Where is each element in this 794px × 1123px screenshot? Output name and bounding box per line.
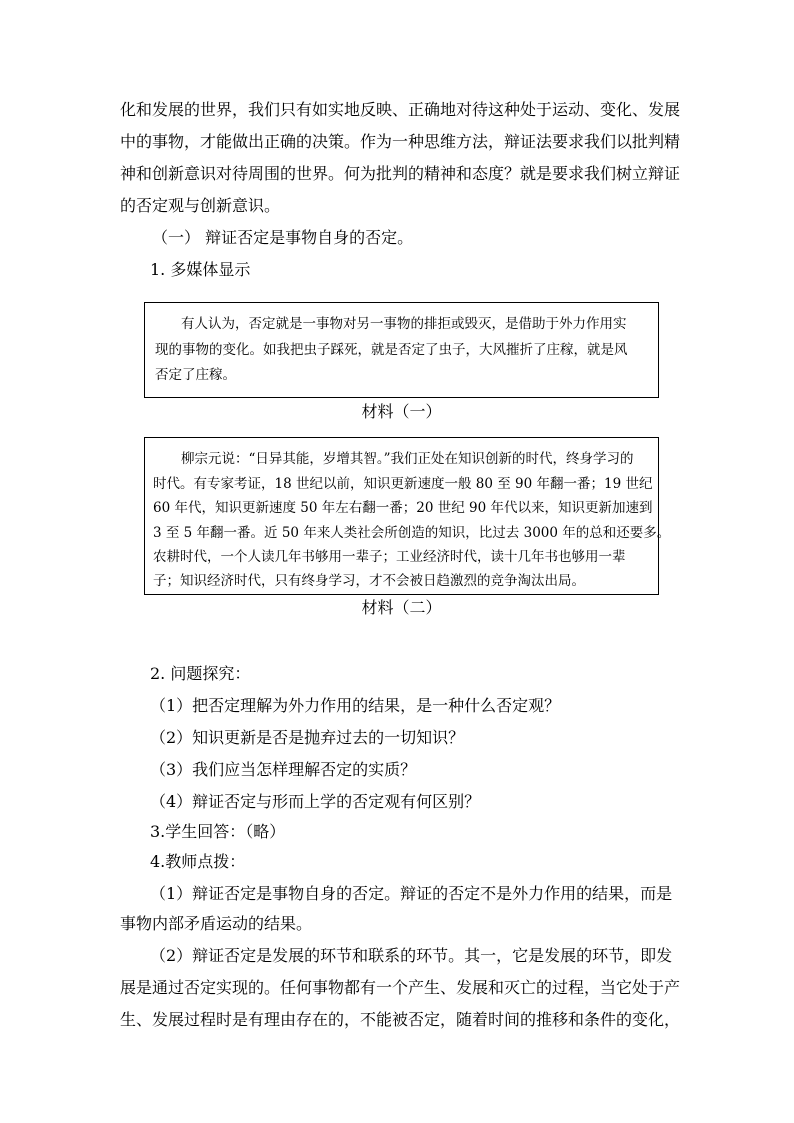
point-2-line: （2）辩证否定是发展的环节和联系的环节。其一，它是发展的环节，即发 — [150, 946, 673, 965]
material-1-box — [144, 302, 659, 398]
material-2-line: 60 年代，知识更新速度 50 年左右翻一番；20 世纪 90 年代以来，知识更新加速到 — [153, 500, 653, 516]
question-item: （4）辩证否定与形而上学的否定观有何区别？ — [150, 792, 481, 811]
point-1-line: 事物内部矛盾运动的结果。 — [120, 914, 313, 933]
intro-line: 神和创新意识对待周围的世界。何为批判的精神和态度？就是要求我们树立辩证 — [120, 164, 681, 183]
step-1-label: 1. 多媒体显示 — [150, 260, 251, 279]
intro-line: 化和发展的世界，我们只有如实地反映、正确地对待这种处于运动、变化、发展 — [120, 100, 681, 119]
step-4-label: 4.教师点拨： — [150, 852, 246, 871]
intro-line: 的否定观与创新意识。 — [120, 196, 281, 215]
step-3-label: 3.学生回答：（略） — [150, 822, 286, 841]
material-2-line: 子；知识经济时代，只有终身学习，才不会被日趋激烈的竞争淘汰出局。 — [153, 573, 585, 589]
section-heading: （一） 辩证否定是事物自身的否定。 — [152, 228, 414, 247]
question-item: （1）把否定理解为外力作用的结果，是一种什么否定观？ — [150, 696, 561, 715]
question-item: （3）我们应当怎样理解否定的实质？ — [150, 760, 417, 779]
material-2-line: 时代。有专家考证，18 世纪以前，知识更新速度一般 80 至 90 年翻一番；19 世纪 — [153, 476, 653, 492]
material-2-caption: 材料（二） — [361, 598, 442, 617]
material-1-line: 现的事物的变化。如我把虫子踩死，就是否定了虫子，大风摧折了庄稼，就是风 — [155, 342, 628, 358]
material-2-box — [144, 437, 671, 595]
point-2-line: 生、发展过程时是有理由存在的，不能被否定，随着时间的推移和条件的变化， — [120, 1010, 681, 1029]
material-1-caption: 材料（一） — [361, 402, 442, 421]
material-2-line: 3 至 5 年翻一番。近 50 年来人类社会所创造的知识，比过去 3000 年的总和还要多。 — [153, 525, 671, 541]
question-item: （2）知识更新是否是抛弃过去的一切知识？ — [150, 728, 465, 747]
material-2-line: 柳宗元说：“日异其能，岁增其智。”我们正处在知识创新的时代，终身学习的 — [181, 451, 634, 467]
material-1-line: 否定了庄稼。 — [155, 367, 236, 383]
material-2-line: 农耕时代，一个人读几年书够用一辈子；工业经济时代，读十几年书也够用一辈 — [153, 549, 626, 565]
point-2-line: 展是通过否定实现的。任何事物都有一个产生、发展和灭亡的过程，当它处于产 — [120, 978, 681, 997]
intro-line: 中的事物，才能做出正确的决策。作为一种思维方法，辩证法要求我们以批判精 — [120, 132, 681, 151]
point-1-line: （1）辩证否定是事物自身的否定。辩证的否定不是外力作用的结果，而是 — [150, 884, 673, 903]
step-2-label: 2. 问题探究： — [150, 664, 251, 683]
material-1-line: 有人认为，否定就是一事物对另一事物的排拒或毁灭，是借助于外力作用实 — [181, 316, 627, 332]
